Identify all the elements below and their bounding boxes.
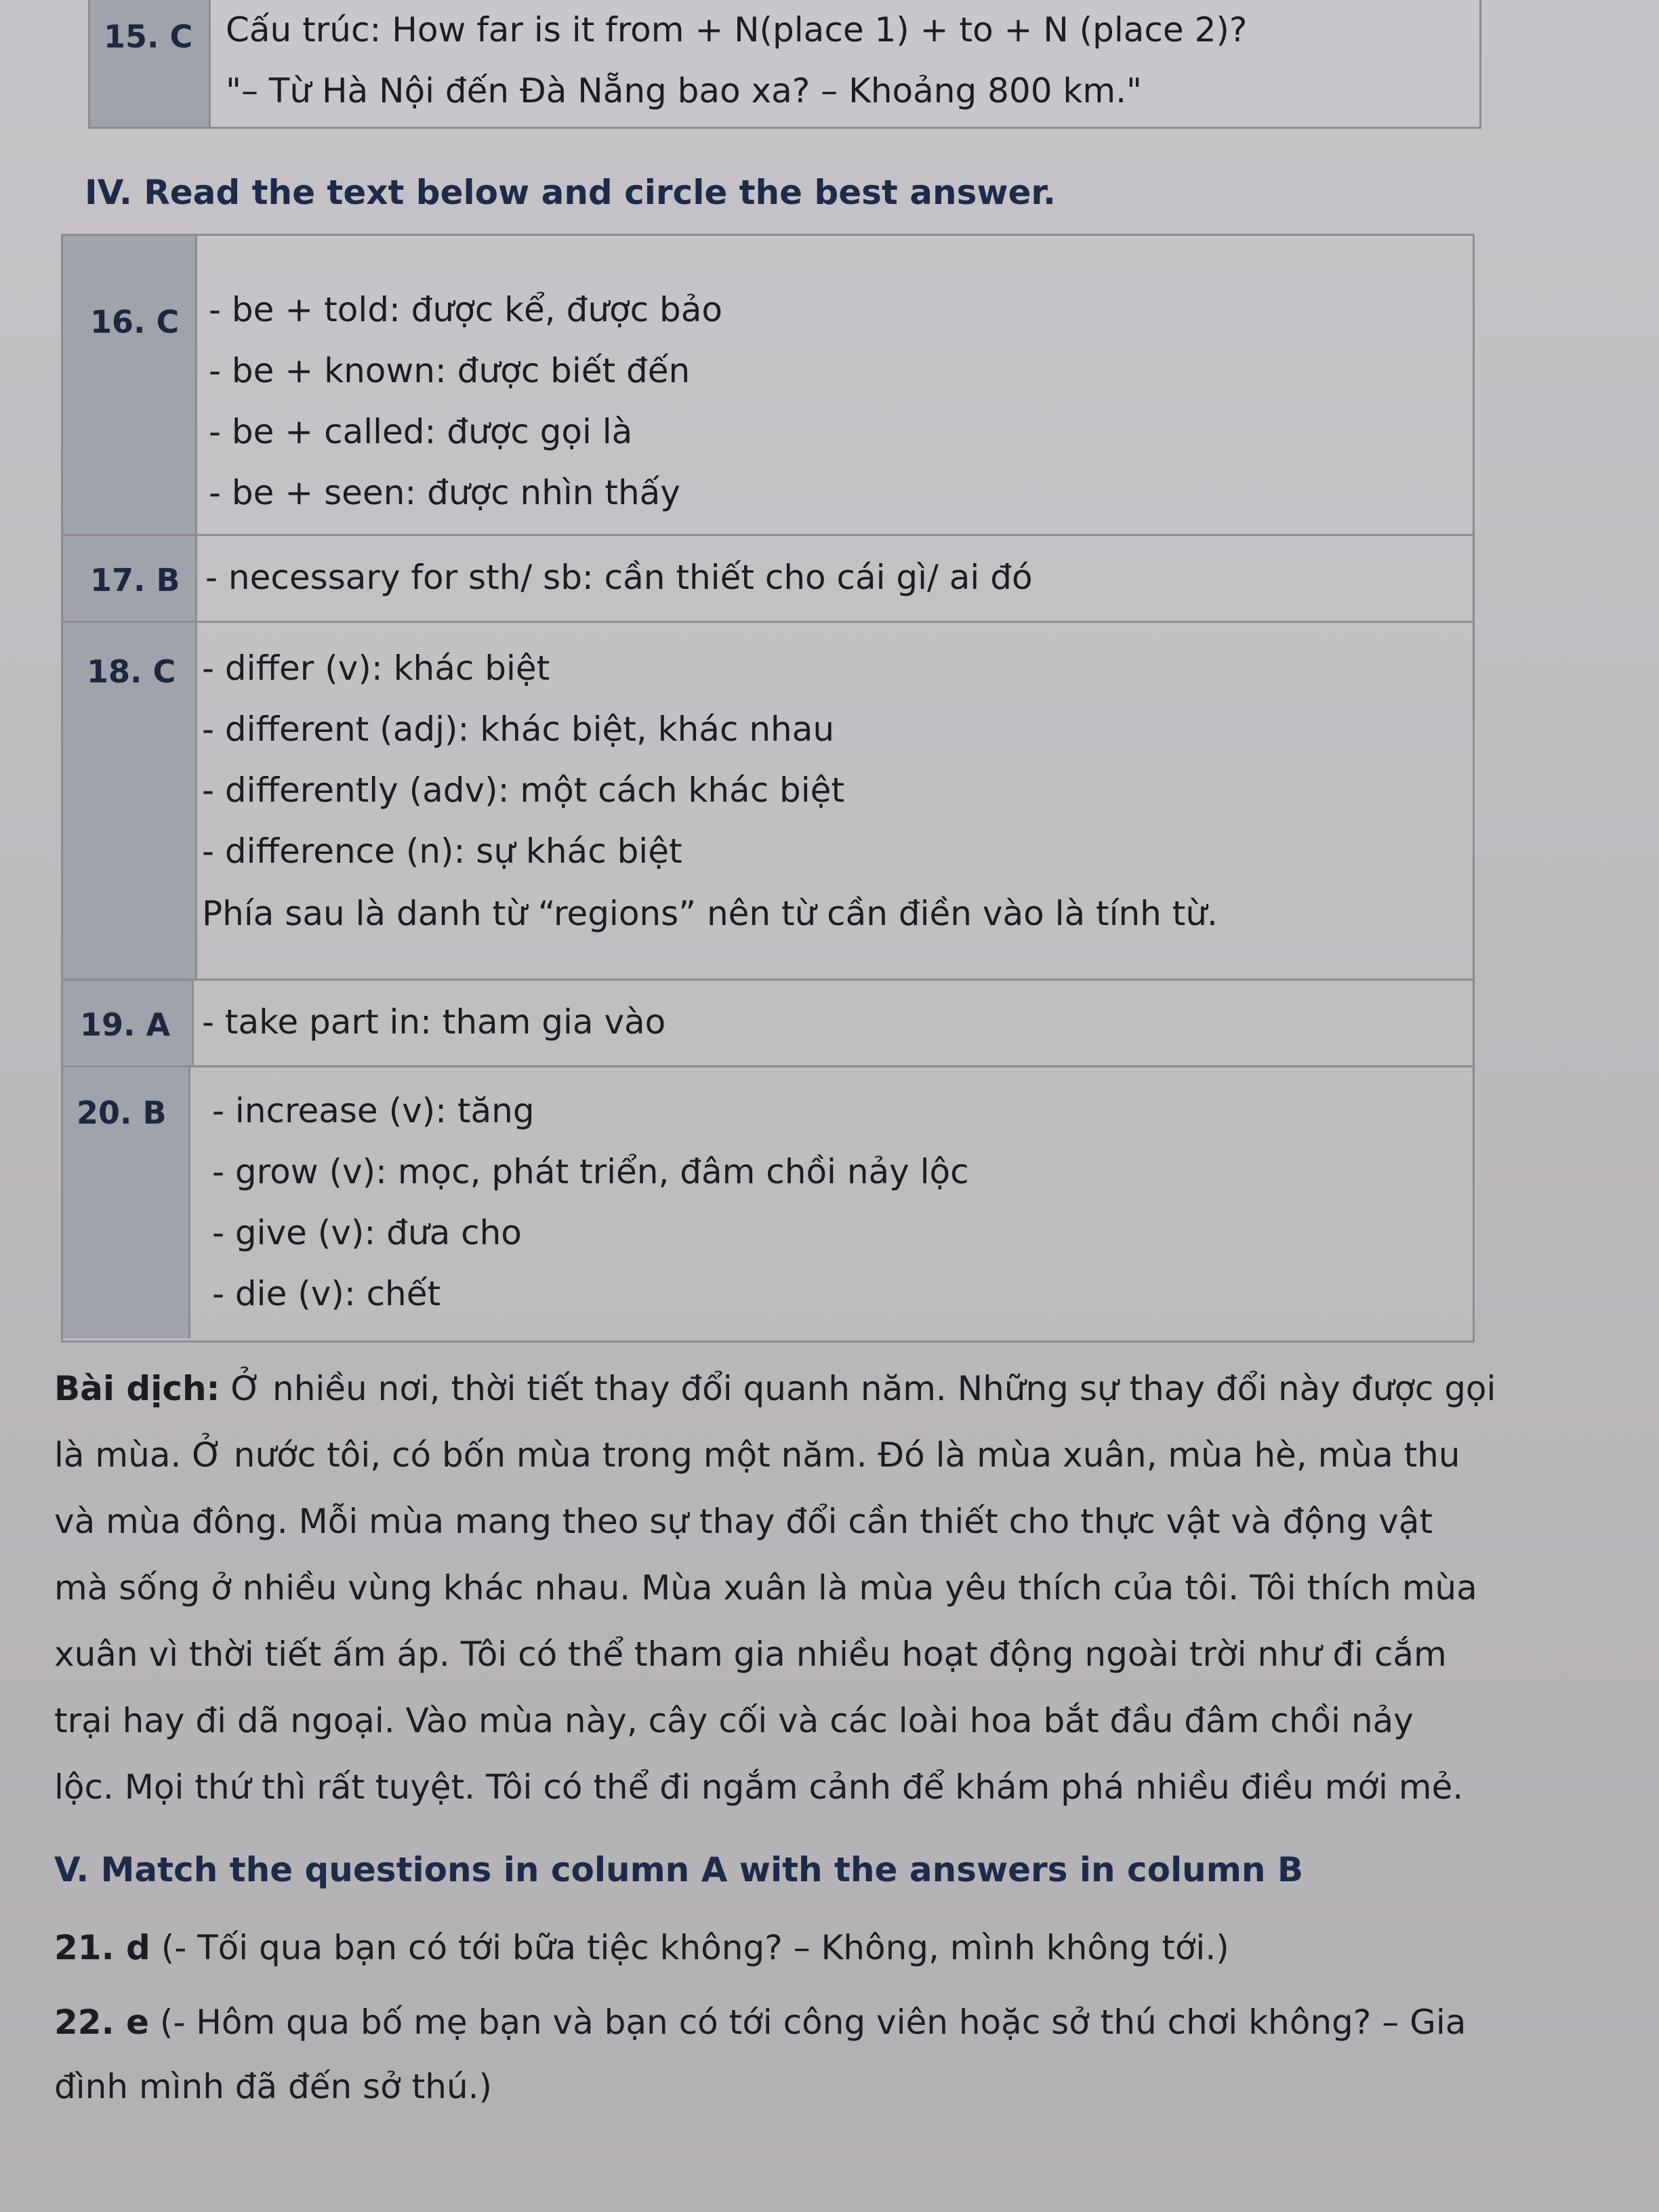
explanation-line: - differ (v): khác biệt [202, 649, 550, 688]
answer-table-iv [61, 234, 1475, 1343]
answer-key: 15. C [104, 18, 193, 55]
explanation-line: - difference (n): sự khác biệt [202, 832, 682, 871]
explanation-line: - grow (v): mọc, phát triển, đâm chồi nảy lộc [212, 1152, 969, 1191]
answer-key: 17. B [90, 562, 180, 598]
answer-translation: (- Tối qua bạn có tới bữa tiệc không? – Không, mình không tới.) [161, 1928, 1229, 1967]
explanation-line: - die (v): chết [212, 1274, 441, 1313]
explanation-line: Phía sau là danh từ “regions” nên từ cần điền vào là tính từ. [202, 894, 1218, 933]
translation-line: mà sống ở nhiều vùng khác nhau. Mùa xuân là mùa yêu thích của tôi. Tôi thích mùa [54, 1568, 1477, 1607]
explanation-line: - different (adj): khác biệt, khác nhau [202, 710, 835, 749]
explanation-line: - be + seen: được nhìn thấy [209, 473, 680, 512]
answer-key: 22. e [54, 2003, 149, 2042]
translation-line: xuân vì thời tiết ấm áp. Tôi có thể tham gia nhiều hoạt động ngoài trời như đi cắm [54, 1635, 1447, 1674]
table-row-20 [63, 1067, 1473, 1338]
translation-line: và mùa đông. Mỗi mùa mang theo sự thay đổi cần thiết cho thực vật và động vật [54, 1502, 1433, 1541]
explanation-line: - take part in: tham gia vào [202, 1002, 666, 1042]
table-row-17 [63, 536, 1473, 623]
translation-line: lộc. Mọi thứ thì rất tuyệt. Tôi có thể đi ngắm cảnh để khám phá nhiều điều mới mẻ. [54, 1767, 1464, 1807]
answer-item-22-cont: đình mình đã đến sở thú.) [54, 2067, 493, 2106]
translation-line-1 [54, 1369, 1496, 1408]
explanation-line: - differently (adv): một cách khác biệt [202, 771, 845, 810]
answer-key-cell [63, 236, 197, 534]
explanation-line: Cấu trúc: How far is it from + N(place 1) + to + N (place 2)? [226, 10, 1248, 49]
answer-key: 21. d [54, 1928, 150, 1967]
explanation-line: "– Từ Hà Nội đến Đà Nẵng bao xa? – Khoảng 800 km." [226, 71, 1142, 110]
answer-item-21 [54, 1928, 1229, 1967]
translation-line: là mùa. Ở nước tôi, có bốn mùa trong một năm. Đó là mùa xuân, mùa hè, mùa thu [54, 1435, 1460, 1475]
translation-label: Bài dịch: [54, 1369, 220, 1408]
explanation-line: - be + called: được gọi là [209, 412, 633, 451]
answer-key: 20. B [77, 1094, 167, 1131]
explanation-line: - be + told: được kể, được bảo [209, 290, 722, 329]
table-row-19 [63, 981, 1473, 1067]
answer-item-22 [54, 2003, 1466, 2042]
answer-table-15 [88, 0, 1481, 129]
explanation-line: - be + known: được biết đến [209, 351, 691, 390]
translation-line: trại hay đi dã ngoại. Vào mùa này, cây cối và các loài hoa bắt đầu đâm chồi nảy [54, 1701, 1414, 1740]
answer-key: 18. C [87, 653, 176, 690]
explanation-line: - give (v): đưa cho [212, 1213, 522, 1252]
table-row-18 [63, 623, 1473, 981]
section-iv-heading: IV. Read the text below and circle the best answer. [85, 173, 1056, 212]
explanation-line: - increase (v): tăng [212, 1091, 535, 1130]
translation-text: Ở nhiều nơi, thời tiết thay đổi quanh năm. Những sự thay đổi này được gọi [230, 1369, 1496, 1408]
answer-translation: (- Hôm qua bố mẹ bạn và bạn có tới công viên hoặc sở thú chơi không? – Gia [159, 2003, 1467, 2042]
explanation-line: - necessary for sth/ sb: cần thiết cho cái gì/ ai đó [205, 558, 1033, 597]
table-row-15 [90, 0, 1479, 127]
answer-key: 19. A [80, 1006, 171, 1043]
table-row-16 [63, 236, 1473, 536]
section-v-heading: V. Match the questions in column A with the answers in column B [54, 1850, 1303, 1889]
answer-key: 16. C [90, 304, 180, 340]
